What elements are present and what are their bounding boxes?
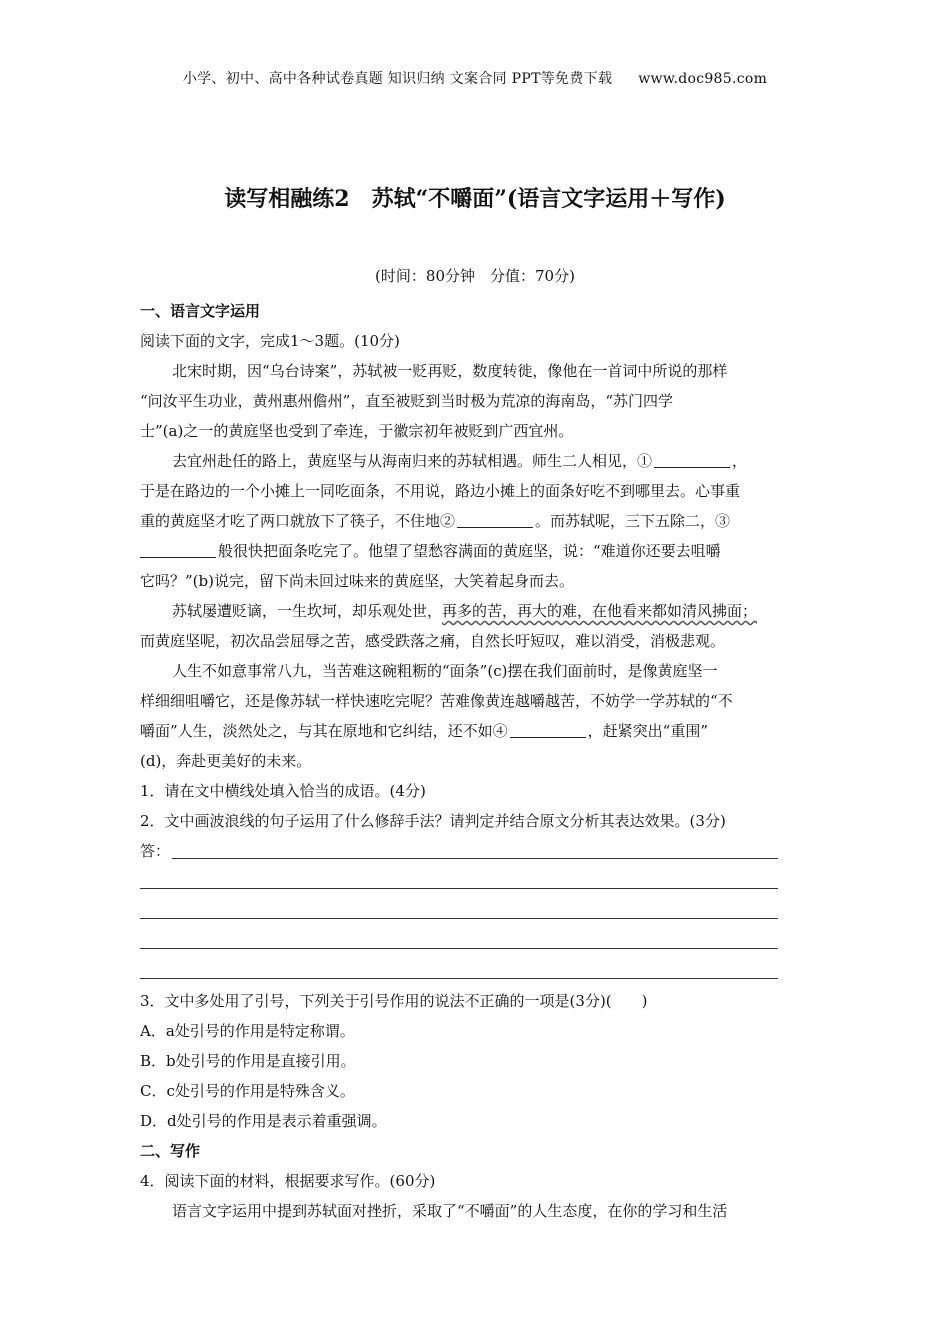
passage-paragraph-1 <box>140 356 812 446</box>
header-text: 小学、初中、高中各种试卷真题 知识归纳 文案合同 PPT等免费下载 <box>182 71 613 87</box>
header-url[interactable]: www.doc985.com <box>638 71 768 87</box>
paragraph-text: 。而苏轼呢，三下五除二，③ <box>535 512 731 530</box>
paragraph-line <box>140 596 812 626</box>
paragraph-line <box>140 446 812 476</box>
paragraph-line: (d)，奔赴更美好的未来。 <box>140 752 312 770</box>
reading-intro: 阅读下面的文字，完成1～3题。(10分) <box>140 332 400 350</box>
answer-rule <box>172 858 778 859</box>
paragraph-line: 人生不如意事常八九，当苦难这碗粗粝的“面条”(c)摆在我们面前时，是像黄庭坚一 <box>172 662 718 680</box>
paragraph-line <box>140 506 812 536</box>
question-3-close: ) <box>641 992 648 1010</box>
passage-paragraph-2 <box>140 446 812 596</box>
paragraph-text: 般很快把面条吃完了。他望了望愁容满面的黄庭坚，说：“难道你还要去咀嚼 <box>218 542 721 560</box>
paragraph-line: 士”(a)之一的黄庭坚也受到了牵连，于徽宗初年被贬到广西宜州。 <box>140 422 574 440</box>
question-2: 2．文中画波浪线的句子运用了什么修辞手法？请判定并结合原文分析其表达效果。(3分) <box>140 812 726 830</box>
option-b[interactable]: B．b处引号的作用是直接引用。 <box>140 1052 356 1070</box>
paragraph-line: 北宋时期，因“乌台诗案”，苏轼被一贬再贬，数度转徙，像他在一首词中所说的那样 <box>172 362 728 380</box>
blank-1[interactable] <box>654 451 730 468</box>
paragraph-line: 而黄庭坚呢，初次品尝屈辱之苦，感受跌落之痛，自然长吁短叹，难以消受，消极悲观。 <box>140 632 726 650</box>
paragraph-line <box>140 716 812 746</box>
answer-area <box>140 836 812 986</box>
section-heading-2: 二、写作 <box>140 1142 201 1160</box>
option-a[interactable]: A．a处引号的作用是特定称谓。 <box>140 1022 355 1040</box>
blank-4[interactable] <box>510 721 586 738</box>
option-d[interactable]: D．d处引号的作用是表示着重强调。 <box>140 1112 387 1130</box>
answer-label: 答： <box>140 842 171 860</box>
paragraph-text: 去宜州赴任的路上，黄庭坚与从海南归来的苏轼相遇。师生二人相见，① <box>172 452 653 470</box>
paragraph-line: 于是在路边的一个小摊上一同吃面条，不用说，路边小摊上的面条好吃不到哪里去。心事重 <box>140 482 741 500</box>
answer-line[interactable] <box>140 956 812 986</box>
answer-line[interactable] <box>140 896 812 926</box>
passage-paragraph-4 <box>140 656 812 776</box>
document-body <box>140 296 812 1226</box>
writing-material: 语言文字运用中提到苏轼面对挫折，采取了“不嚼面”的人生态度，在你的学习和生活 <box>172 1202 728 1220</box>
paragraph-line: 样细细咀嚼它，还是像苏轼一样快速吃完呢？苦难像黄连越嚼越苦，不妨学一学苏轼的“不 <box>140 692 733 710</box>
wavy-underlined-sentence: 再多的苦，再大的难，在他看来都如清风拂面； <box>442 602 758 620</box>
page-title: 读写相融练2 苏轼“不嚼面”(语言文字运用＋写作) <box>224 186 726 212</box>
paragraph-line: 它吗？”(b)说完，留下尚未回过味来的黄庭坚，大笑着起身而去。 <box>140 572 574 590</box>
passage-paragraph-3 <box>140 596 812 656</box>
paragraph-text: 重的黄庭坚才吃了两口就放下了筷子，不住地② <box>140 512 456 530</box>
paragraph-text: ，赶紧突出“重围” <box>587 722 709 740</box>
answer-line[interactable] <box>140 836 812 866</box>
answer-rule <box>140 918 778 919</box>
blank-3[interactable] <box>140 541 216 558</box>
question-1: 1．请在文中横线处填入恰当的成语。(4分) <box>140 782 426 800</box>
answer-line[interactable] <box>140 926 812 956</box>
answer-line[interactable] <box>140 866 812 896</box>
answer-rule <box>140 978 778 979</box>
option-c[interactable]: C．c处引号的作用是特殊含义。 <box>140 1082 355 1100</box>
paragraph-text: ， <box>732 452 748 470</box>
question-3-text: 3．文中多处用了引号，下列关于引号作用的说法不正确的一项是(3分)( <box>140 992 612 1010</box>
exam-meta: (时间：80分钟 分值：70分) <box>375 267 575 285</box>
question-4: 4．阅读下面的材料，根据要求写作。(60分) <box>140 1172 436 1190</box>
answer-rule <box>140 888 778 889</box>
question-3 <box>140 986 812 1016</box>
paragraph-line <box>140 536 812 566</box>
paragraph-text: 苏轼屡遭贬谪，一生坎坷，却乐观处世， <box>172 602 443 620</box>
page-header <box>0 68 950 88</box>
paragraph-line: “问汝平生功业，黄州惠州儋州”，直至被贬到当时极为荒凉的海南岛，“苏门四学 <box>140 392 674 410</box>
section-heading-1: 一、语言文字运用 <box>140 302 261 320</box>
blank-2[interactable] <box>457 511 533 528</box>
answer-rule <box>140 948 778 949</box>
paragraph-text: 嚼面”人生，淡然处之，与其在原地和它纠结，还不如④ <box>140 722 508 740</box>
